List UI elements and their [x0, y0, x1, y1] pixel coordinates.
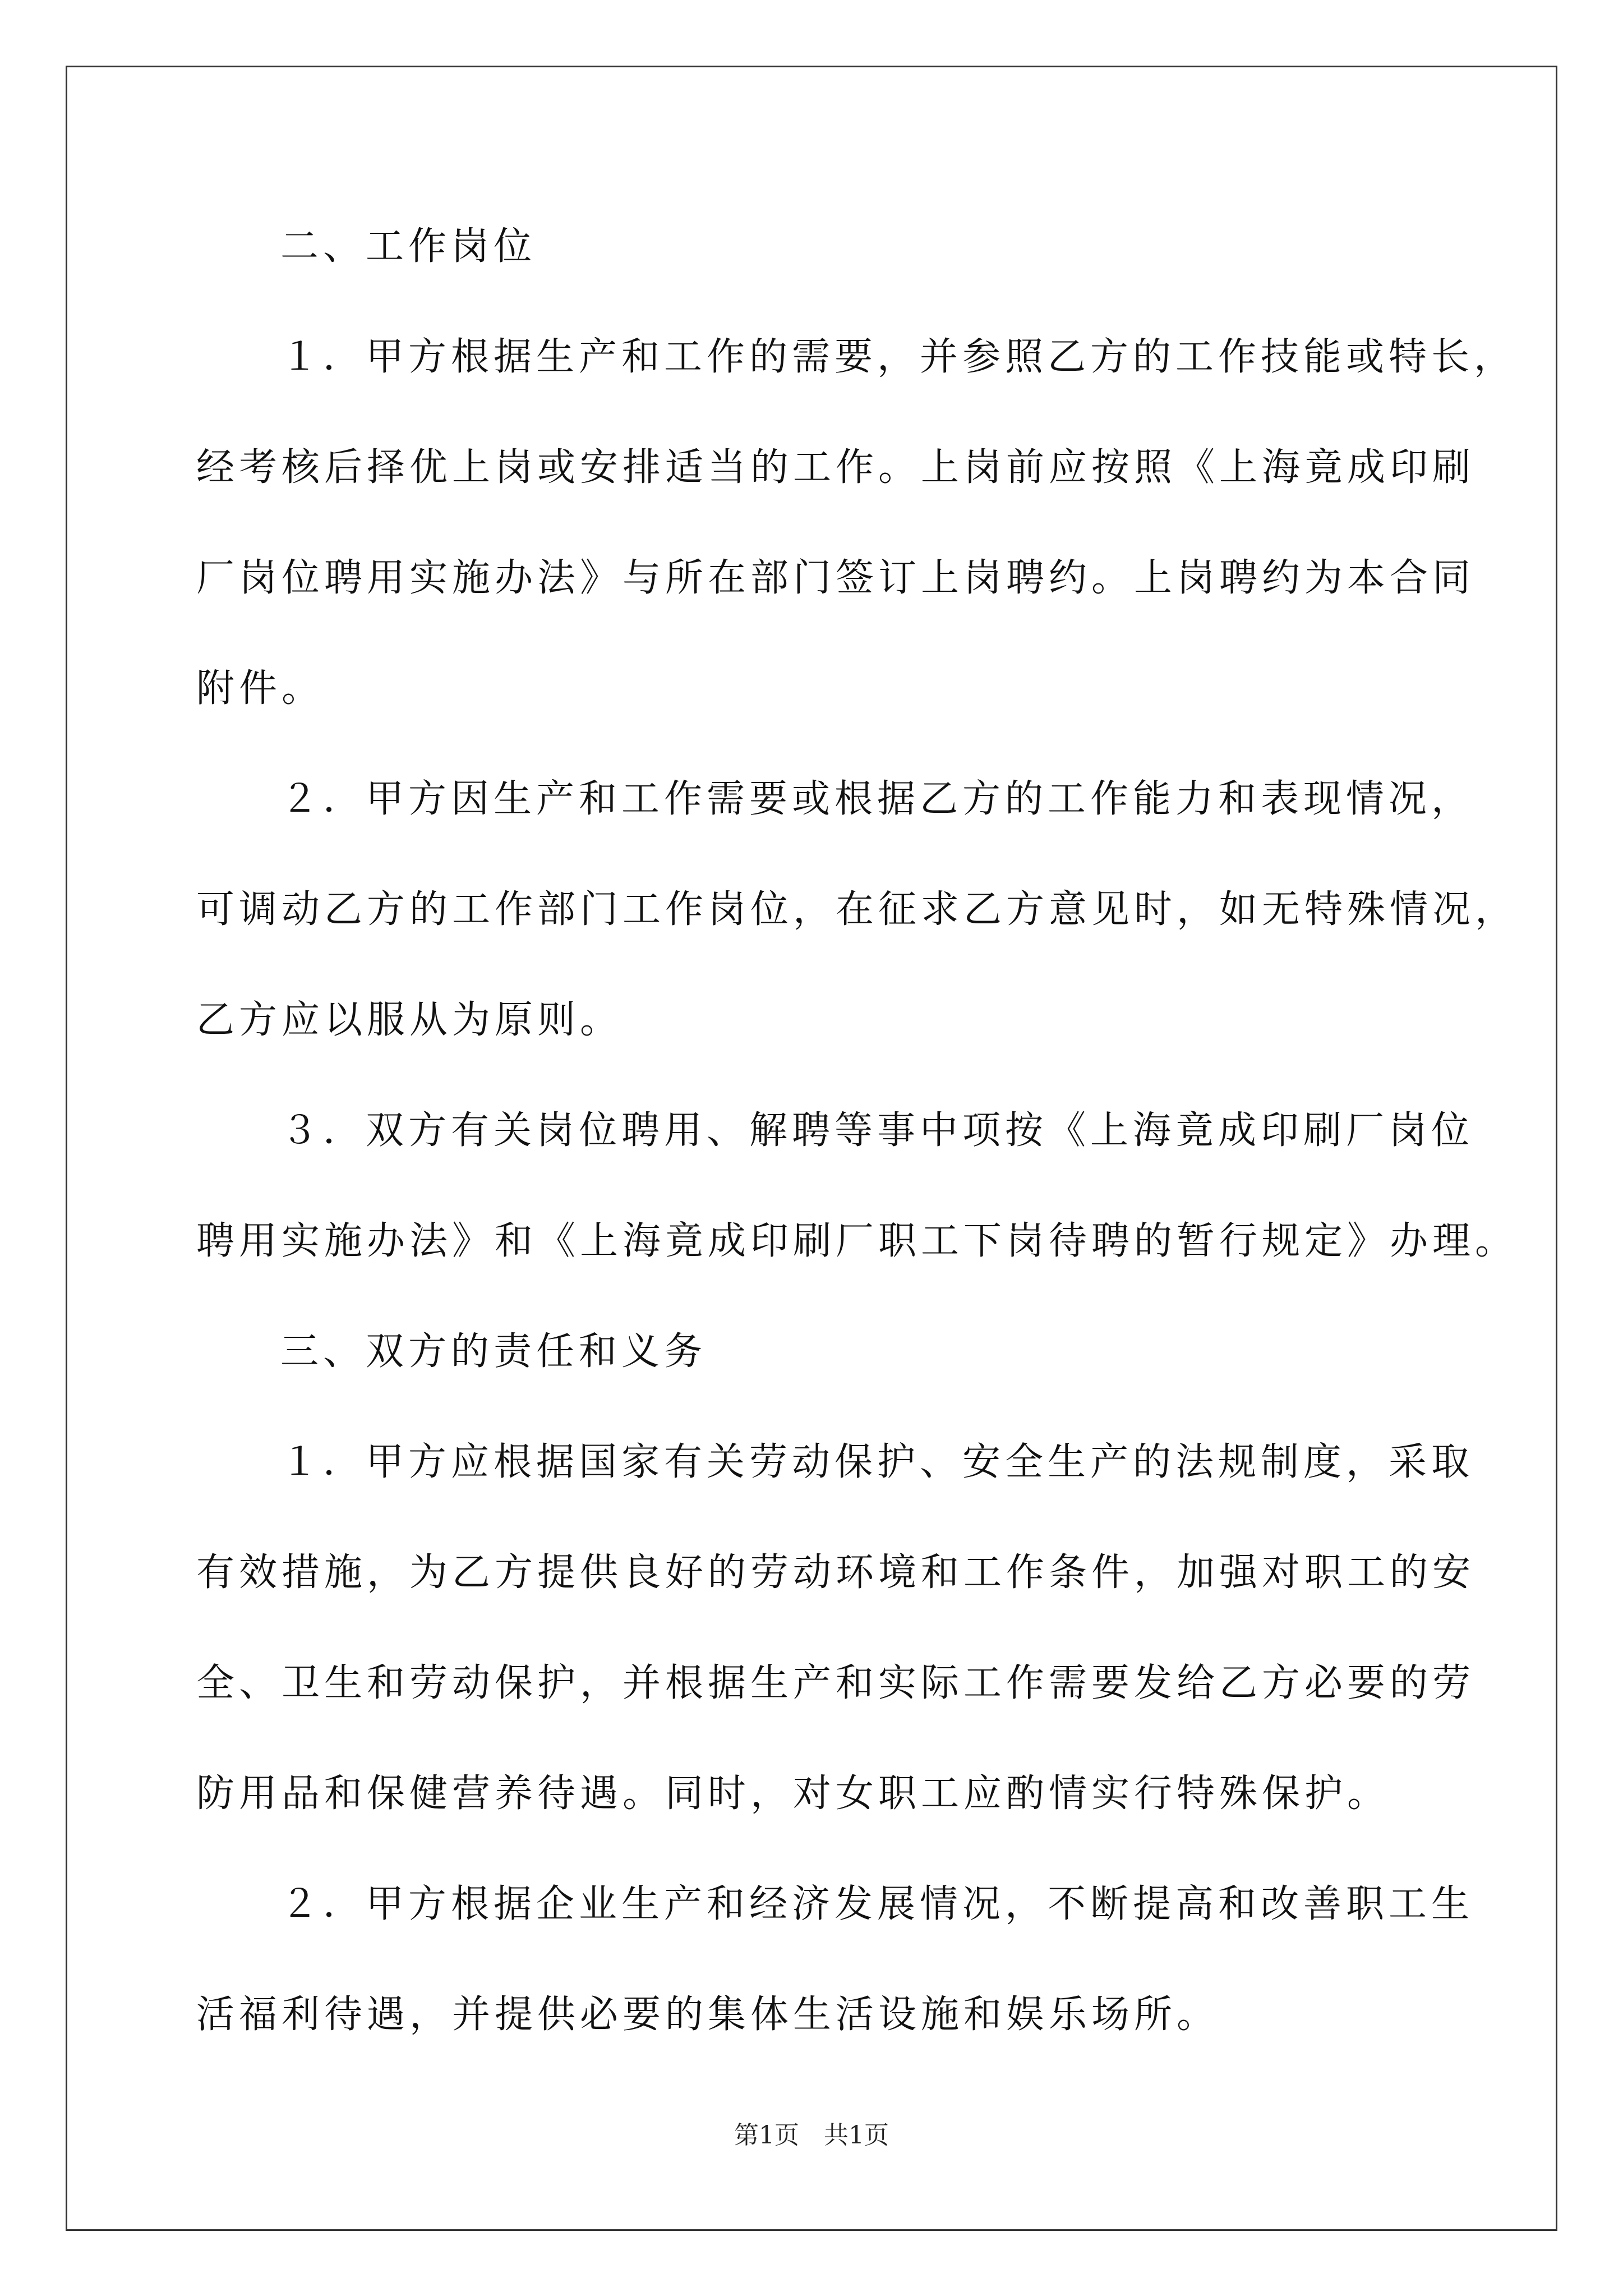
paragraph-line: 防用品和保健营养待遇。同时，对女职工应酌情实行特殊保护。: [196, 1772, 1390, 1816]
paragraph-line: 经考核后择优上岗或安排适当的工作。上岗前应按照《上海竟成印刷: [196, 445, 1476, 490]
page-footer: 第1页 共1页: [734, 2121, 889, 2150]
paragraph-line: ３．双方有关岗位聘用、解聘等事中项按《上海竟成印刷厂岗位: [280, 1108, 1474, 1153]
paragraph-line: ２．甲方根据企业生产和经济发展情况，不断提高和改善职工生: [280, 1882, 1474, 1926]
paragraph-line: 可调动乙方的工作部门工作岗位，在征求乙方意见时，如无特殊情况，: [196, 887, 1518, 932]
paragraph-line: 乙方应以服从为原则。: [196, 998, 623, 1042]
section-heading-responsibilities: 三、双方的责任和义务: [280, 1329, 707, 1374]
paragraph-line: 活福利待遇，并提供必要的集体生活设施和娱乐场所。: [196, 1993, 1220, 2037]
paragraph-line: 厂岗位聘用实施办法》与所在部门签订上岗聘约。上岗聘约为本合同: [196, 556, 1476, 600]
paragraph-line: 附件。: [196, 666, 325, 711]
paragraph-line: ２．甲方因生产和工作需要或根据乙方的工作能力和表现情况，: [280, 777, 1474, 821]
paragraph-line: 有效措施，为乙方提供良好的劳动环境和工作条件，加强对职工的安: [196, 1550, 1476, 1595]
paragraph-line: 全、卫生和劳动保护，并根据生产和实际工作需要发给乙方必要的劳: [196, 1661, 1476, 1705]
paragraph-line: １．甲方根据生产和工作的需要，并参照乙方的工作技能或特长，: [280, 335, 1517, 379]
paragraph-line: 聘用实施办法》和《上海竟成印刷厂职工下岗待聘的暂行规定》办理。: [196, 1219, 1518, 1263]
paragraph-line: １．甲方应根据国家有关劳动保护、安全生产的法规制度，采取: [280, 1440, 1474, 1484]
section-heading-work-position: 二、工作岗位: [280, 224, 537, 269]
